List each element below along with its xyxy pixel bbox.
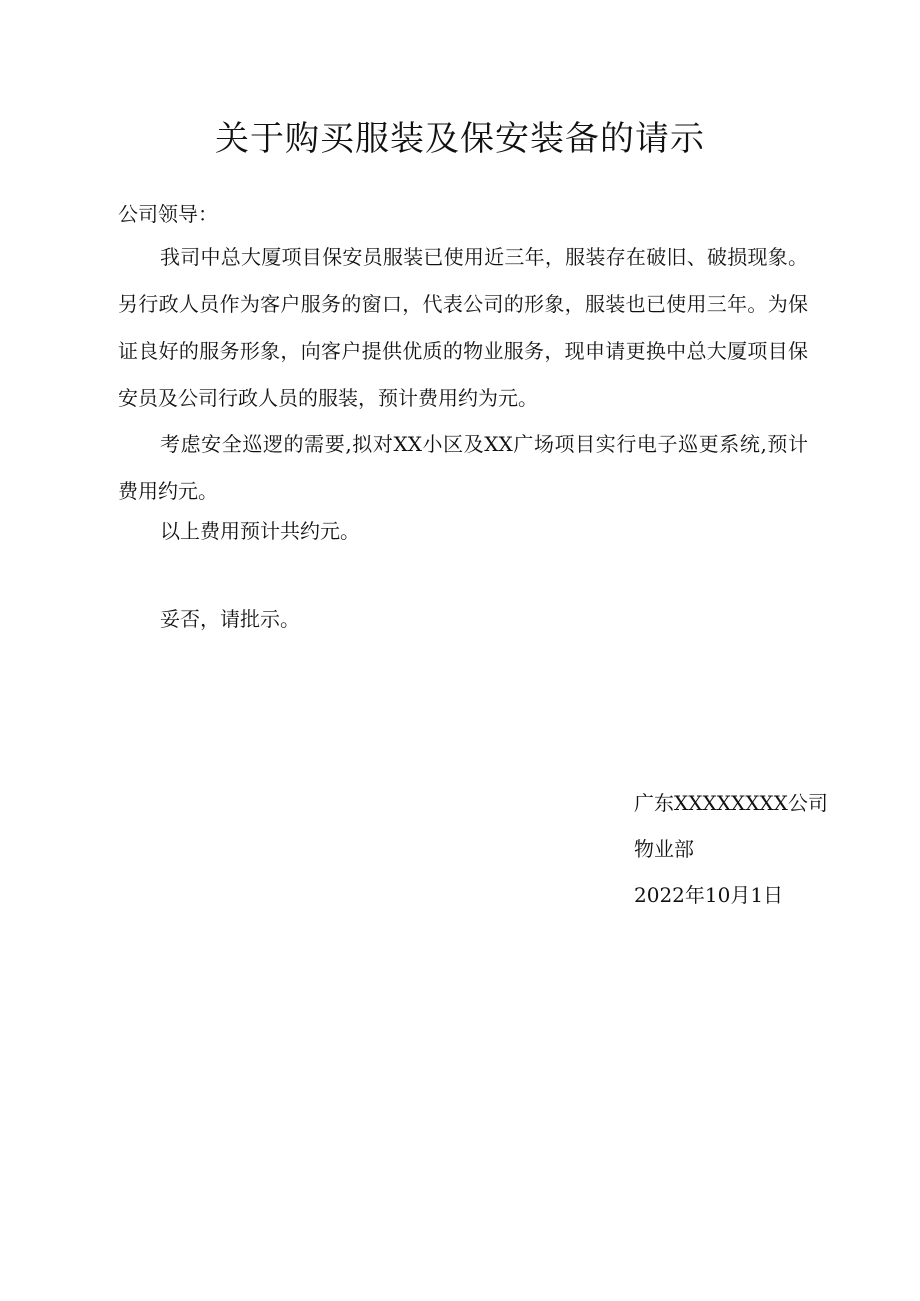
paragraph-uniform-request: 我司中总大厦项目保安员服装已使用近三年，服装存在破旧、破损现象。另行政人员作为客户服务的窗口，代表公司的形象，服装也已使用三年。为保证良好的服务形象，向客户提供优质的物业服务，现申请更换中总大厦项目保安员及公司行政人员的服装，预计费用约为元。: [118, 245, 808, 410]
paragraph-approval-request: 妥否，请批示。: [160, 607, 300, 631]
paragraph-patrol-system: 考虑安全巡逻的需要,拟对XX小区及XX广场项目实行电子巡更系统,预计费用约元。: [118, 432, 808, 503]
paragraph-total-cost: 以上费用预计共约元。: [160, 519, 360, 543]
signature-department: 物业部: [634, 837, 694, 861]
signature-company: 广东XXXXXXXX公司: [634, 791, 828, 815]
document-title: 关于购买服装及保安装备的请示: [215, 119, 705, 159]
salutation: 公司领导：: [118, 202, 218, 226]
signature-date: 2022年10月1日: [634, 883, 784, 907]
signature-block: [634, 780, 828, 918]
